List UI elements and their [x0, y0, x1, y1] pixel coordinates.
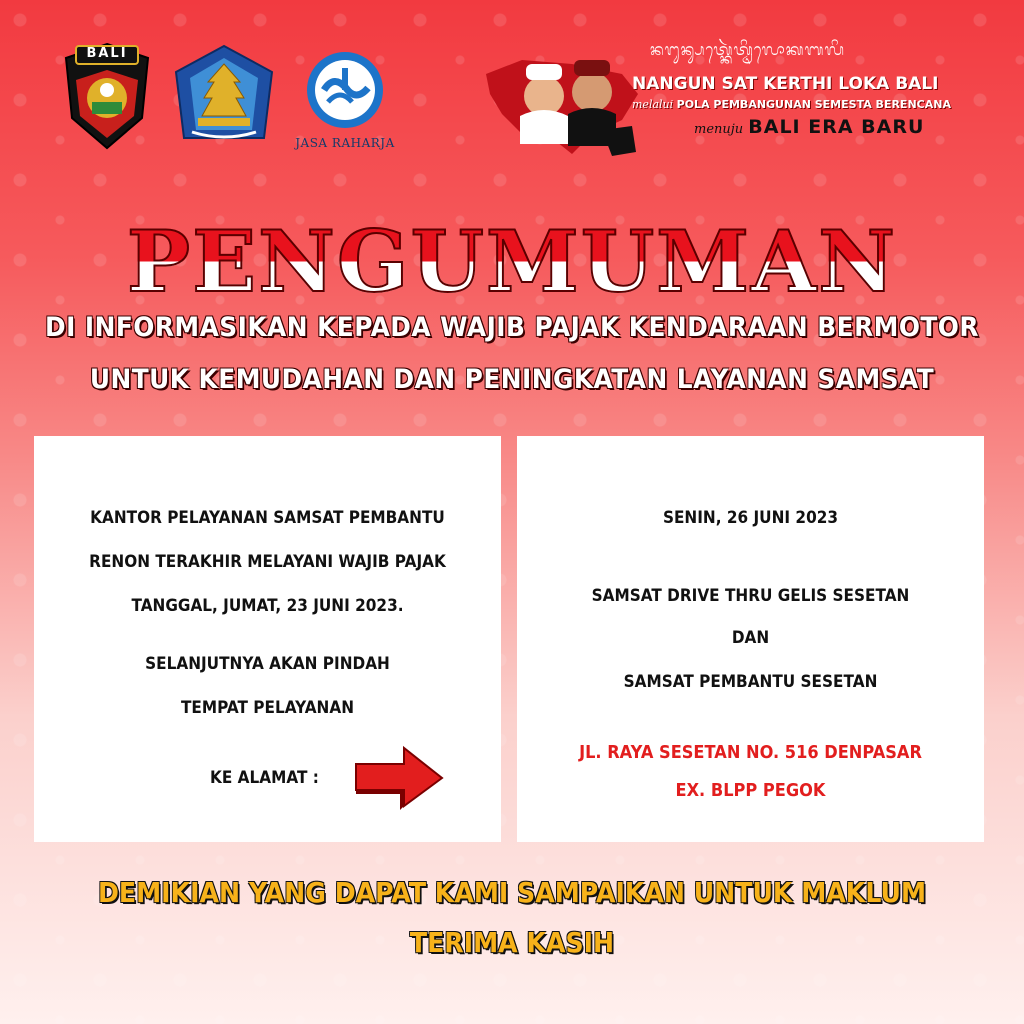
footer-line-1: DEMIKIAN YANG DAPAT KAMI SAMPAIKAN UNTUK MAKLUM — [97, 876, 927, 909]
banner-line-3 — [694, 116, 924, 138]
banner-slogan: NANGUN SAT KERTHI LOKA BALI — [632, 74, 939, 94]
governor-banner — [482, 34, 952, 164]
right-date: SENIN, 26 JUNI 2023 — [662, 508, 839, 528]
bali-province-emblem-icon — [168, 42, 280, 148]
jasa-raharja-logo-icon — [290, 48, 400, 134]
right-line-3: SAMSAT PEMBANTU SESETAN — [623, 672, 878, 692]
left-line-1: KANTOR PELAYANAN SAMSAT PEMBANTU — [90, 508, 445, 528]
right-line-1: SAMSAT DRIVE THRU GELIS SESETAN — [591, 586, 910, 606]
address-label: KE ALAMAT : — [210, 768, 319, 788]
left-line-2: RENON TERAKHIR MELAYANI WAJIB PAJAK — [89, 552, 446, 572]
banner-line-2-text: POLA PEMBANGUNAN SEMESTA BERENCANA — [676, 98, 951, 111]
balinese-script-text: ᬦᬗᬸᬦ᭄ᬲᬢ᭄ᬓᬾᬃᬢ᭄ᬣᬶᬮᭀᬓᬩᬮᬶ — [650, 40, 846, 59]
right-line-2: DAN — [731, 628, 770, 648]
left-line-3: TANGGAL, JUMAT, 23 JUNI 2023. — [131, 596, 404, 616]
jasa-raharja-logo — [290, 48, 400, 156]
address-line-2: EX. BLPP PEGOK — [675, 780, 826, 801]
left-info-panel — [34, 436, 501, 842]
right-info-panel — [517, 436, 984, 842]
subtitle-line-1: DI INFORMASIKAN KEPADA WAJIB PAJAK KENDARAAN BERMOTOR — [44, 312, 979, 343]
banner-line-2-prefix: melalui — [632, 98, 674, 111]
jasa-raharja-name: JASA RAHARJA — [295, 136, 395, 150]
left-line-5: TEMPAT PELAYANAN — [180, 698, 355, 718]
arrow-right-icon — [352, 744, 446, 810]
banner-line-3-text: BALI ERA BARU — [748, 116, 925, 138]
page-title: PENGUMUMAN — [0, 212, 1024, 311]
address-line-1: JL. RAYA SESETAN NO. 516 DENPASAR — [579, 742, 922, 763]
bali-map-portrait-icon — [482, 34, 642, 164]
police-badge-icon — [62, 40, 152, 152]
banner-line-2 — [632, 98, 951, 111]
left-line-4: SELANJUTNYA AKAN PINDAH — [145, 654, 390, 674]
footer-line-2: TERIMA KASIH — [409, 926, 615, 959]
police-badge-label: BALI — [86, 46, 128, 61]
subtitle-line-2: UNTUK KEMUDAHAN DAN PENINGKATAN LAYANAN SAMSAT — [89, 364, 935, 395]
banner-line-3-prefix: menuju — [694, 122, 744, 137]
